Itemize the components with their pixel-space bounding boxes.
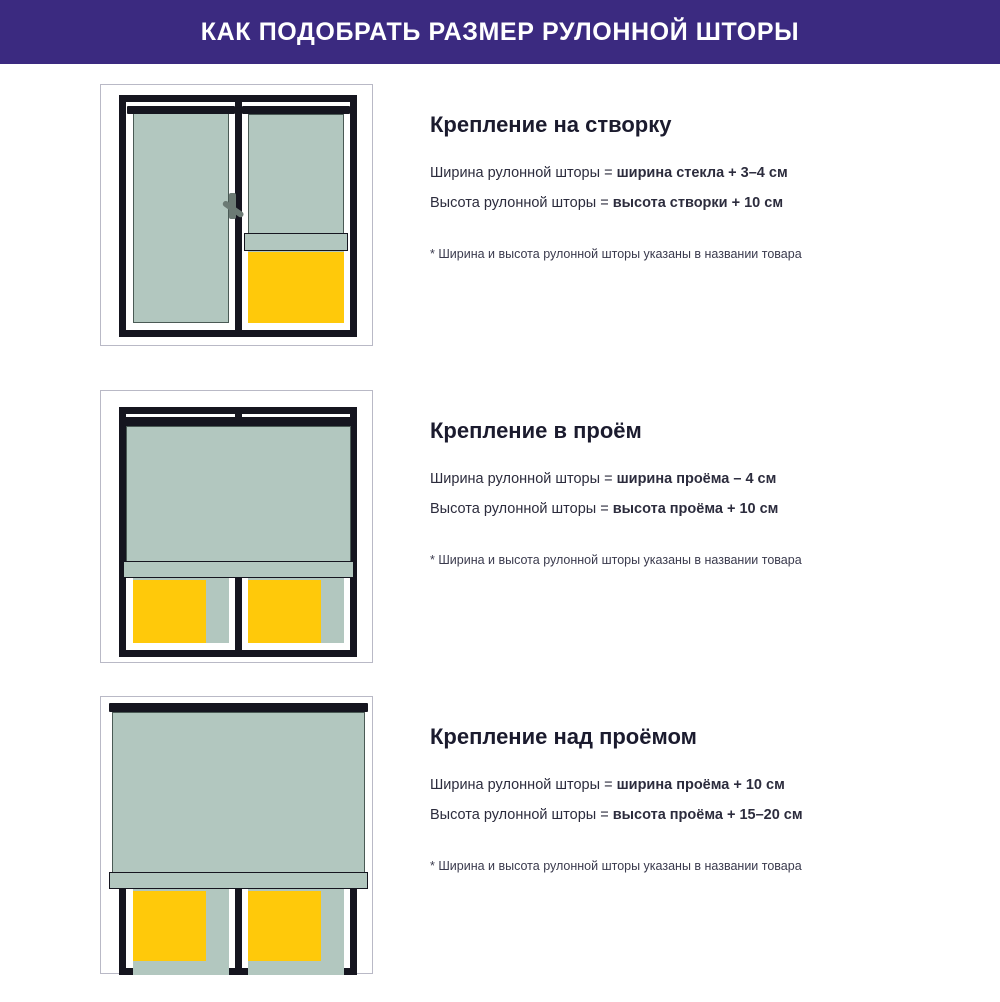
highlight-area-right [248,252,344,323]
formula-height [430,500,970,519]
formula-height [430,806,970,825]
window-above-opening-mount-diagram [100,696,373,974]
section-note: * Ширина и высота рулонной шторы указаны в названии товара [430,246,802,261]
formula-width-prefix: Ширина рулонной шторы = [430,165,617,181]
text-above-opening-mount [430,696,970,873]
roller-blind-bottom-bar [123,561,354,578]
section-note: * Ширина и высота рулонной шторы указаны в названии товара [430,552,802,567]
formula-width-value: ширина проёма + 10 см [616,777,785,793]
window-inside-opening-mount-diagram [100,390,373,663]
formula-height-prefix: Высота рулонной шторы = [430,500,613,517]
section-sash-mount [0,84,1000,390]
roller-tube-left [127,106,235,114]
formula-width-prefix: Ширина рулонной шторы = [430,471,617,487]
section-above-opening-mount [0,696,1000,1002]
text-inside-opening-mount [430,390,970,567]
sections-container [0,64,1000,1002]
figure-sash-mount [100,84,375,346]
roller-blind-bottom-bar-right [244,233,348,251]
roller-blind-fabric [112,712,365,874]
window-sash-mount-diagram [100,84,373,346]
roller-blind-fabric-right [248,114,344,234]
formula-width [430,776,970,795]
formula-height-prefix: Высота рулонной шторы = [430,194,613,211]
highlight-area-left [133,580,206,643]
glass-pane-left [133,109,229,323]
page-title: КАК ПОДОБРАТЬ РАЗМЕР РУЛОННОЙ ШТОРЫ [200,17,800,46]
roller-tube [109,703,368,712]
section-inside-opening-mount [0,390,1000,696]
formula-height-value: высота проёма + 15–20 см [612,806,803,823]
highlight-area-right [248,891,321,961]
formula-height-prefix: Высота рулонной шторы = [430,806,613,823]
formula-width-value: ширина проёма – 4 см [616,471,777,487]
formula-width [430,470,970,489]
text-sash-mount [430,84,970,261]
formula-width-prefix: Ширина рулонной шторы = [430,777,617,793]
section-note: * Ширина и высота рулонной шторы указаны в названии товара [430,858,802,873]
roller-tube [123,417,354,426]
section-title: Крепление на створку [430,112,672,137]
section-title: Крепление в проём [430,418,642,443]
formula-height [430,194,970,213]
page-header [0,0,1000,64]
section-title: Крепление над проёмом [430,724,697,749]
roller-blind-bottom-bar [109,872,368,889]
highlight-area-right [248,580,321,643]
formula-width [430,164,970,183]
roller-tube-right [242,106,350,114]
highlight-area-left [133,891,206,961]
formula-height-value: высота проёма + 10 см [612,500,779,517]
figure-inside-opening-mount [100,390,375,663]
formula-width-value: ширина стекла + 3–4 см [616,165,788,181]
formula-height-value: высота створки + 10 см [612,194,784,211]
roller-blind-fabric [126,426,351,563]
figure-above-opening-mount [100,696,375,974]
